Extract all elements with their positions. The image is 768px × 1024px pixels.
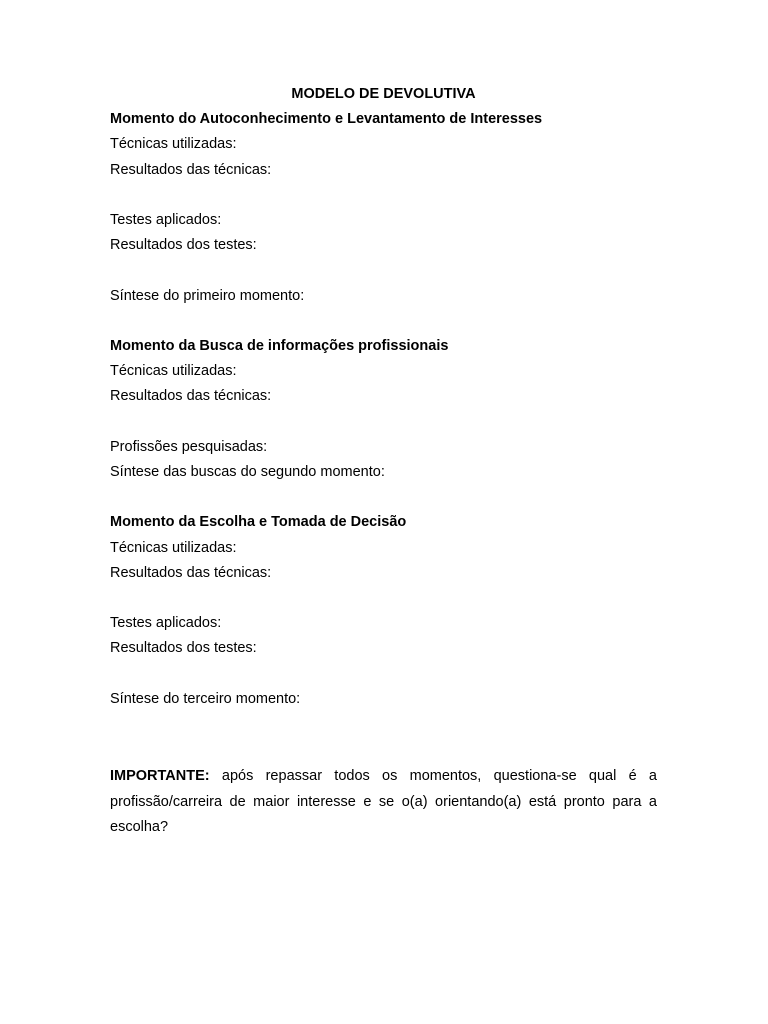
important-label: IMPORTANTE: bbox=[110, 768, 210, 784]
section1-techniques-used: Técnicas utilizadas: bbox=[110, 136, 237, 152]
document-title: MODELO DE DEVOLUTIVA bbox=[291, 86, 476, 102]
section3-heading: Momento da Escolha e Tomada de Decisão bbox=[110, 514, 407, 530]
section1-tests-applied: Testes aplicados: bbox=[110, 212, 222, 228]
section2-professions: Profissões pesquisadas: bbox=[110, 439, 268, 455]
section3-techniques-results: Resultados das técnicas: bbox=[110, 565, 272, 581]
section1-tests-results: Resultados dos testes: bbox=[110, 237, 257, 253]
section3-techniques-used: Técnicas utilizadas: bbox=[110, 540, 237, 556]
section2-techniques-results: Resultados das técnicas: bbox=[110, 388, 272, 404]
section3-tests-results: Resultados dos testes: bbox=[110, 640, 257, 656]
section3-tests-applied: Testes aplicados: bbox=[110, 615, 222, 631]
section3-synthesis: Síntese do terceiro momento: bbox=[110, 691, 301, 707]
document-page bbox=[110, 0, 657, 1024]
section2-heading: Momento da Busca de informações profissionais bbox=[110, 338, 449, 354]
section2-synthesis: Síntese das buscas do segundo momento: bbox=[110, 464, 385, 480]
section1-synthesis: Síntese do primeiro momento: bbox=[110, 288, 305, 304]
important-text: após repassar todos os momentos, questiona-se qual é a profissão/carreira de maior interesse e se o(a) orientando(a) está pronto para a escolha? bbox=[110, 768, 657, 835]
important-note bbox=[110, 764, 657, 841]
section2-techniques-used: Técnicas utilizadas: bbox=[110, 363, 237, 379]
section1-heading: Momento do Autoconhecimento e Levantamento de Interesses bbox=[110, 111, 543, 127]
section1-techniques-results: Resultados das técnicas: bbox=[110, 162, 272, 178]
